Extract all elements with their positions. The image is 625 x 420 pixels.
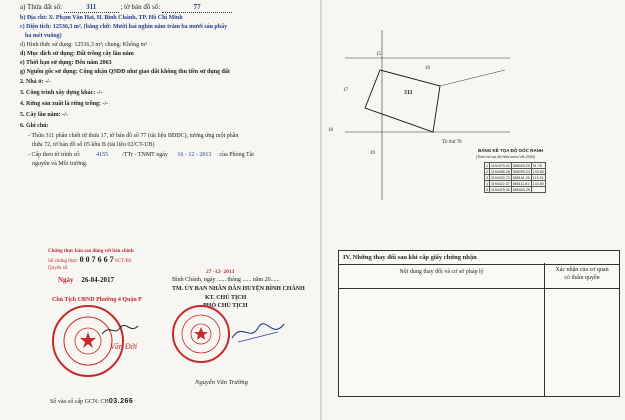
note-submission-date: 16 - 12 - 2013	[177, 152, 212, 158]
copy-stamp-date-value: 26-04-2017	[81, 276, 114, 284]
copy-stamp-book-label: Quyển số:	[48, 266, 69, 271]
coord-cell: 1194479.43	[491, 187, 510, 192]
coord-cell: 585111.81	[511, 181, 531, 187]
map-number: 77	[162, 3, 232, 13]
address-line: b) Địa chỉ: X. Phạm Văn Hai, H. Bình Chánh, TP. Hồ Chí Minh	[20, 15, 183, 21]
issue-role-2: PHÓ CHỦ TỊCH	[203, 303, 248, 309]
note-submission-no: 4155	[96, 152, 109, 158]
cert-number-label: Số vào sổ cấp GCN: CH	[50, 399, 109, 405]
coord-cell: 585003.29	[512, 163, 530, 168]
note-submission-label: - Cấp theo tờ trình số:	[28, 152, 81, 158]
coord-cell: 1194422.37	[491, 181, 510, 186]
coord-cell: 585161.29	[512, 175, 530, 180]
copy-stamp-date-label: Ngày	[58, 276, 74, 284]
map-label-17: 17	[343, 88, 348, 93]
parcel-label: a) Thửa đất số:	[20, 3, 62, 11]
issue-signer: Nguyễn Văn Trường	[195, 379, 248, 386]
copy-signature	[100, 322, 140, 338]
map-label-16: 16	[425, 66, 430, 71]
coord-cell	[531, 187, 545, 193]
section-other-construction: 3. Công trình xây dựng khác: -/-	[20, 90, 103, 96]
coord-cell: 1	[486, 163, 488, 168]
section-perennial: 5. Cây lâu năm: -/-	[20, 112, 68, 118]
map-label-18: 18	[328, 128, 333, 133]
changes-col-content	[339, 263, 545, 396]
usage-origin-line: g) Nguồn gốc sử dụng: Công nhận QSDĐ như giao đất không thu tiền sử dụng đất	[20, 69, 230, 75]
map-label-19: 19	[370, 151, 375, 156]
note-line-3	[28, 151, 254, 159]
copy-stamp-number-label: Số chứng thực:	[48, 259, 79, 264]
coord-table	[484, 162, 546, 193]
cert-number-value: 03.266	[108, 398, 134, 405]
map-label: ; tờ bản đồ số:	[120, 3, 161, 11]
coord-cell: 133.80	[532, 181, 544, 186]
copy-stamp-signer-name: Văn Đời	[110, 342, 138, 351]
changes-col-confirm-line2: có thẩm quyền	[564, 275, 600, 281]
section-forest: 4. Rừng sản xuất là rừng trồng: -/-	[20, 101, 109, 107]
section-house: 2. Nhà ở: -/-	[20, 79, 51, 85]
coord-cell: 585093.24	[512, 169, 530, 174]
coord-cell: 1194456.28	[491, 169, 510, 174]
district-seal	[172, 305, 230, 363]
area-line-2: ba mét vuông)	[25, 33, 62, 39]
note-line-2: thửa 72, tờ bản đồ số 05 khu B (tài liệu 02/CT-UB)	[32, 142, 155, 148]
map-label-15: 15	[376, 52, 381, 57]
note-submission-tail: của Phòng Tài	[219, 152, 254, 158]
changes-col-confirm-header	[545, 263, 619, 289]
coord-title: BẢNG KÊ TỌA ĐỘ GÓC RANH	[478, 148, 544, 153]
changes-col-confirm-line1: Xác nhận của cơ quan	[555, 267, 609, 273]
coord-subtitle: (Theo hệ tọa độ Nhà nước VN-2000)	[476, 155, 535, 159]
ward-seal	[52, 305, 124, 377]
map-label-tb: Tb thử 78	[442, 140, 462, 145]
copy-stamp-signer-title: Chủ Tịch UBND Phường 4 Quận P	[52, 297, 142, 303]
ward-seal-emblem	[54, 307, 122, 375]
issue-org: TM. ỦY BAN NHÂN DÂN HUYỆN BÌNH CHÁNH	[172, 286, 305, 292]
coord-cell: 133.80	[532, 169, 544, 174]
cert-number	[50, 398, 133, 406]
usage-form-line: d) Hình thức sử dụng: 12536,3 m²; chung: Không m²	[20, 42, 148, 48]
note-submission-mid: /TTr - TNMT ngày	[122, 152, 168, 158]
issue-date-stamp: 27 -12- 2013	[206, 269, 235, 275]
copy-stamp-number-value: 0 0 7 6 6 7	[79, 255, 114, 264]
note-line-4: nguyên và Môi trường.	[32, 161, 88, 167]
coord-cell: 91.76	[531, 163, 545, 169]
coord-cell: 2	[486, 169, 488, 174]
coord-row	[485, 187, 546, 193]
changes-col-content-header: Nội dung thay đổi và cơ sở pháp lý	[339, 263, 544, 289]
parcel-number-line	[20, 3, 232, 13]
changes-title: IV. Những thay đổi sau khi cấp giấy chứng nhận	[339, 251, 619, 265]
coord-cell: 4	[486, 181, 488, 186]
copy-stamp-book: SCT/BS	[114, 259, 132, 264]
copy-stamp-number	[48, 257, 132, 265]
issue-place-date: Bình Chánh, ngày ...... tháng ...... năm 20......	[172, 277, 280, 283]
section-notes: 6. Ghi chú:	[20, 123, 49, 129]
coord-cell: 5	[486, 187, 488, 192]
copy-stamp-date	[58, 276, 114, 284]
coord-cell: 1194320.73	[491, 175, 510, 180]
issue-role-1: KT. CHỦ TỊCH	[205, 295, 247, 301]
district-seal-emblem	[174, 307, 228, 361]
coord-cell: 1194479.43	[491, 163, 510, 168]
coord-cell: 585003.29	[512, 187, 530, 192]
district-signature	[228, 318, 288, 346]
changes-table	[338, 250, 620, 397]
copy-stamp-title: Chứng thực bản sao đúng với bản chính	[48, 249, 134, 254]
coord-cell: 113.31	[532, 175, 544, 180]
fold-line	[320, 0, 322, 420]
note-line-1: - Thửa 311 phân chiết từ thửa 17, tờ bản đồ số 77 (tài liệu BĐĐC), tương ứng một phần	[28, 133, 239, 139]
area-line: c) Diện tích: 12536,3 m², (bằng chữ: Mười hai nghìn năm trăm ba mươi sáu phẩy	[20, 24, 228, 30]
usage-term-line: e) Thời hạn sử dụng: Đến năm 2063	[20, 60, 112, 66]
usage-purpose-line: đ) Mục đích sử dụng: Đất trồng cây lâu năm	[20, 51, 134, 57]
map-label-311: 311	[404, 90, 413, 96]
coord-cell: 3	[486, 175, 488, 180]
parcel-number: 311	[64, 3, 119, 13]
